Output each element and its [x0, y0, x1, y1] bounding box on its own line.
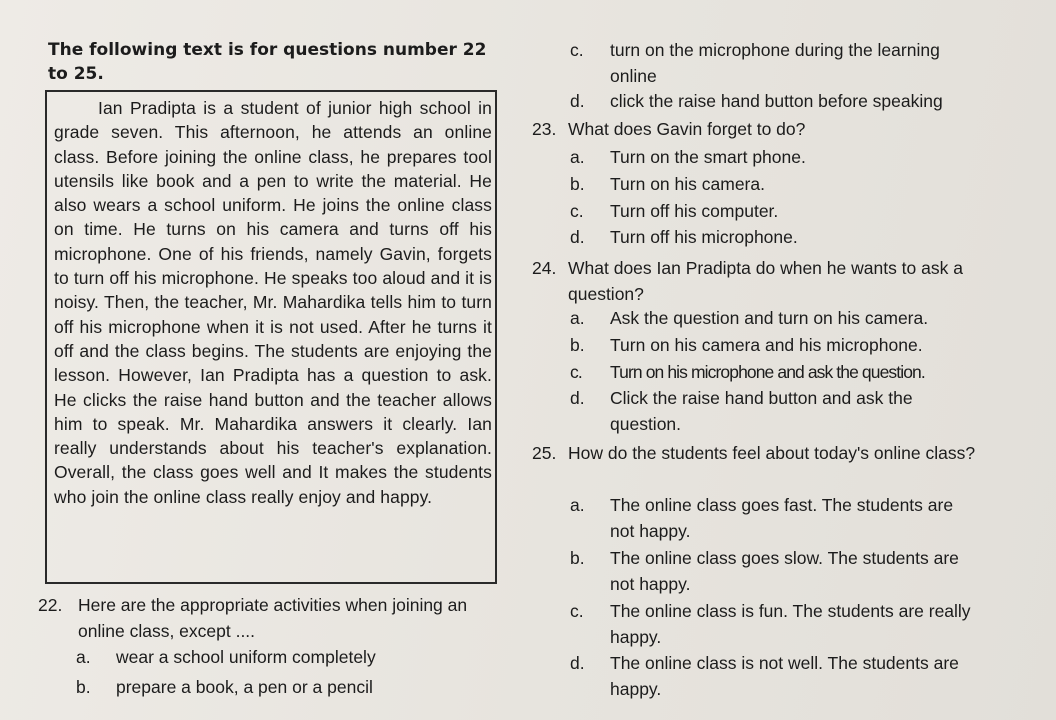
option-text: Turn on his microphone and ask the question.	[610, 362, 925, 382]
option-22d[interactable]	[570, 88, 980, 114]
option-23b[interactable]	[570, 171, 980, 197]
option-23d[interactable]	[570, 224, 980, 250]
option-23a[interactable]	[570, 144, 980, 170]
option-22c[interactable]	[570, 37, 980, 89]
option-24b[interactable]	[570, 332, 980, 358]
option-text: The online class is not well. The students are happy.	[610, 653, 959, 699]
option-text: wear a school uniform completely	[116, 647, 376, 667]
option-24d[interactable]	[570, 385, 980, 437]
question-text: What does Gavin forget to do?	[568, 119, 806, 139]
option-letter: b.	[570, 174, 585, 194]
option-letter: d.	[570, 91, 585, 111]
passage-text: Ian Pradipta is a student of junior high school in grade seven. This afternoon, he attends an online class. Before joining the online class, he prepares tool utensils like book and a pen to write the material. He also wears a school uniform. He joins the online class on time. He turns on his camera and turns off his microphone. One of his friends, namely Gavin, forgets to turn off his microphone. He speaks too aloud and it is noisy. Then, the teacher, Mr. Mahardika tells him to turn off his microphone when it is not used. After he turns it off and the class begins. The students are enjoying the lesson. However, Ian Pradipta has a question to ask. He clicks the raise hand button and the teacher allows him to speak. Mr. Mahardika answers it clearly. Ian really understands about his teacher's explanation. Overall, the class goes well and It makes the students who join the online class really enjoy and happy.	[54, 98, 492, 507]
option-letter: d.	[570, 388, 585, 408]
option-25b[interactable]	[570, 545, 980, 597]
option-25c[interactable]	[570, 598, 980, 650]
option-23c[interactable]	[570, 198, 980, 224]
question-24	[532, 255, 982, 307]
option-letter: d.	[570, 227, 585, 247]
question-number: 25.	[532, 443, 557, 463]
option-letter: b.	[76, 677, 91, 697]
question-text: What does Ian Pradipta do when he wants to ask a question?	[568, 258, 963, 304]
option-letter: a.	[570, 308, 585, 328]
option-text: The online class is fun. The students are really happy.	[610, 601, 971, 647]
option-letter: c.	[570, 40, 584, 60]
option-24a[interactable]	[570, 305, 980, 331]
option-24c[interactable]	[570, 359, 980, 385]
question-number: 23.	[532, 119, 557, 139]
option-letter: a.	[76, 647, 91, 667]
option-text: Turn on his camera.	[610, 174, 765, 194]
option-22a[interactable]	[76, 644, 496, 670]
option-text: turn on the microphone during the learning online	[610, 40, 940, 86]
option-text: Ask the question and turn on his camera.	[610, 308, 929, 328]
option-letter: a.	[570, 147, 585, 167]
intro-heading	[48, 38, 503, 86]
question-25	[532, 440, 982, 466]
option-22b[interactable]	[76, 674, 496, 700]
intro-text: The following text is for questions number 22 to 25.	[48, 40, 487, 84]
option-text: prepare a book, a pen or a pencil	[116, 677, 373, 697]
question-text: How do the students feel about today's online class?	[568, 443, 976, 463]
option-text: The online class goes fast. The students are not happy.	[610, 495, 954, 541]
option-letter: d.	[570, 653, 585, 673]
question-number: 24.	[532, 258, 557, 278]
option-letter: b.	[570, 335, 585, 355]
option-25a[interactable]	[570, 492, 980, 544]
option-text: The online class goes slow. The students are not happy.	[610, 548, 959, 594]
question-23	[532, 116, 982, 142]
option-text: Turn off his microphone.	[610, 227, 798, 247]
option-letter: c.	[570, 362, 582, 382]
option-text: Turn off his computer.	[610, 201, 779, 221]
option-letter: a.	[570, 495, 585, 515]
question-22	[38, 592, 508, 644]
option-text: Turn on the smart phone.	[610, 147, 806, 167]
option-letter: c.	[570, 601, 584, 621]
option-text: Click the raise hand button and ask the question.	[610, 388, 913, 434]
option-text: Turn on his camera and his microphone.	[610, 335, 923, 355]
option-letter: c.	[570, 201, 584, 221]
reading-passage	[54, 96, 492, 509]
option-letter: b.	[570, 548, 585, 568]
option-25d[interactable]	[570, 650, 980, 702]
question-text: Here are the appropriate activities when joining an online class, except ....	[78, 595, 468, 641]
question-number: 22.	[38, 595, 63, 615]
option-text: click the raise hand button before speaking	[610, 91, 943, 111]
